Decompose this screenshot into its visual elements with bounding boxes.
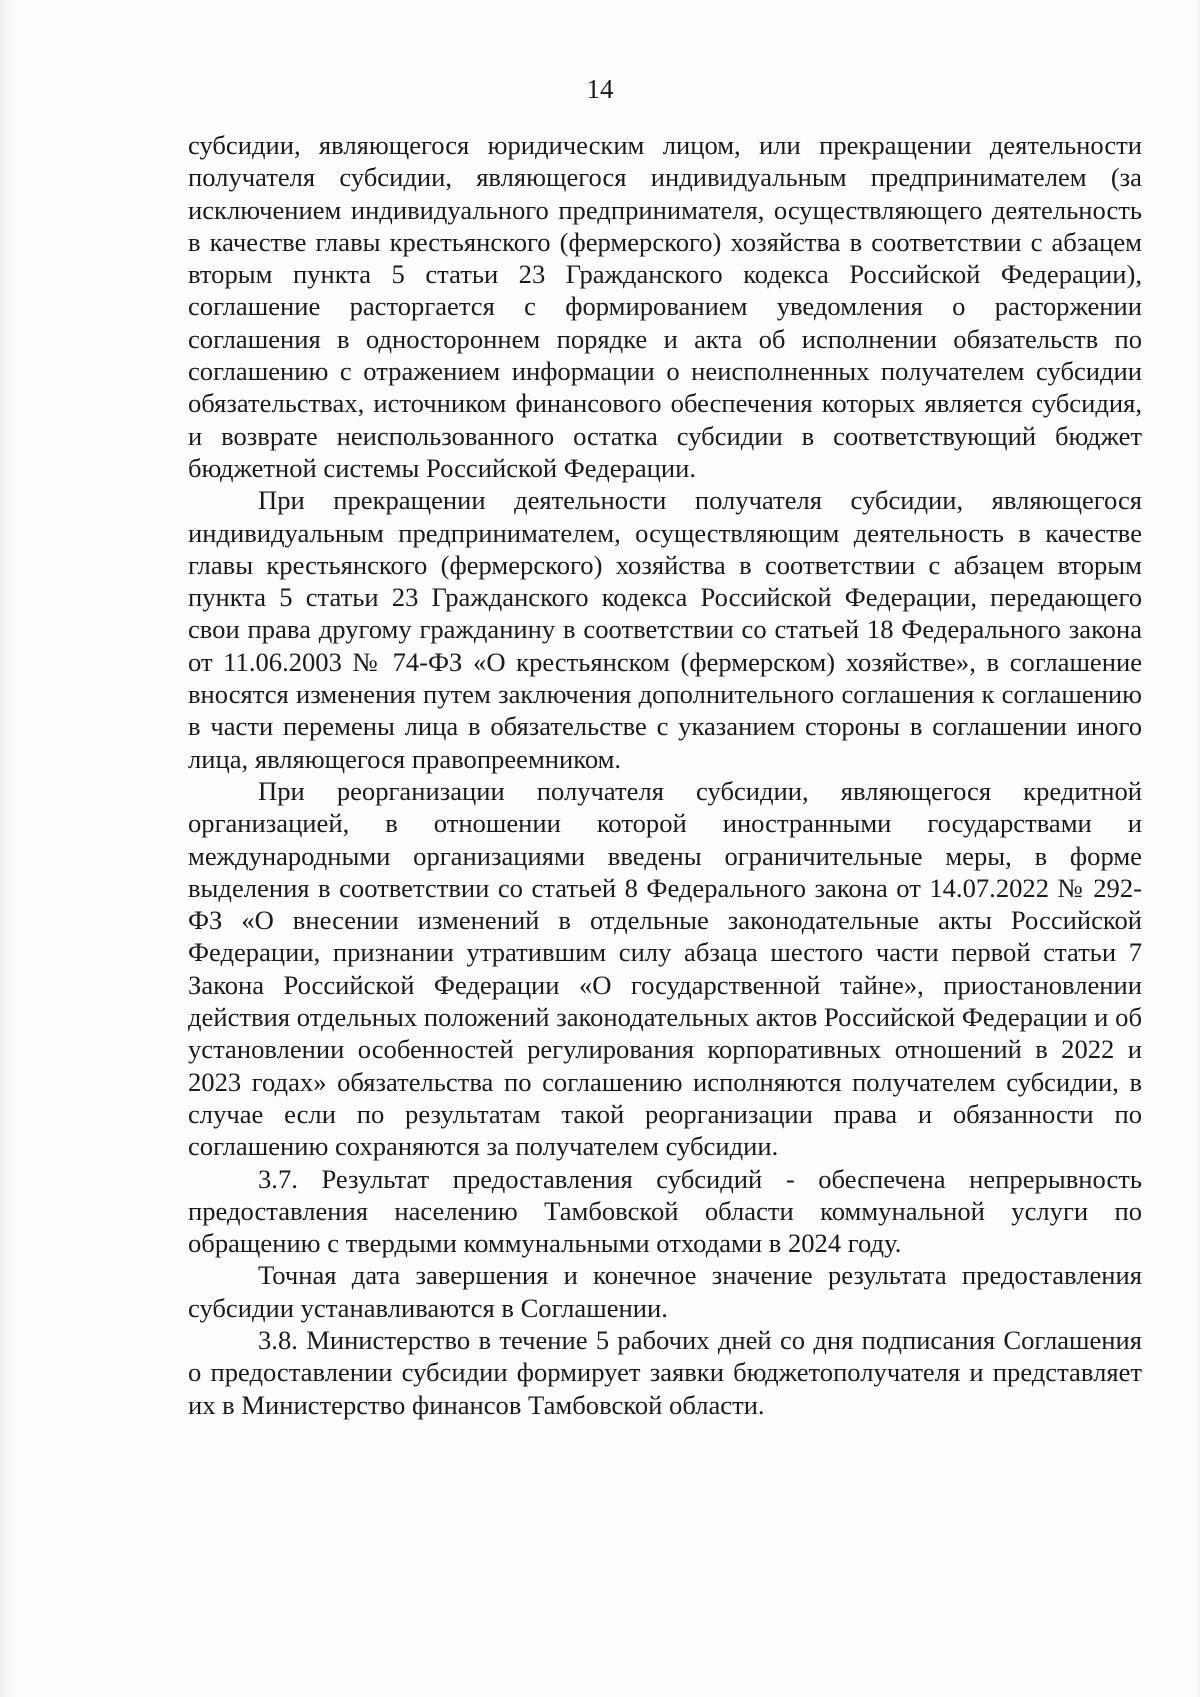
- paragraph-reorganization: При реорганизации получателя субсидии, являющегося кредитной организацией, в отношении которой иностранными государствами и международными организациями введены ограничительные меры, в форме выделения в соответствии со статьей 8 Федерального закона от 14.07.2022 № 292-ФЗ «О внесении изменений в отдельные законодательные акты Российской Федерации, признании утратившим силу абзаца шестого части первой статьи 7 Закона Российской Федерации «О государственной тайне», приостановлении действия отдельных положений законодательных актов Российской Федерации и об установлении особенностей регулирования корпоративных отношений в 2022 и 2023 годах» обязательства по соглашению исполняются получателем субсидии, в случае если по результатам такой реорганизации права и обязанности по соглашению сохраняются за получателем субсидии.: [188, 775, 1142, 1162]
- paragraph-individual-entrepreneur: При прекращении деятельности получателя субсидии, являющегося индивидуальным предпринимателем, осуществляющим деятельность в качестве главы крестьянского (фермерского) хозяйства в соответствии с абзацем вторым пункта 5 статьи 23 Гражданского кодекса Российской Федерации, передающего свои права другому гражданину в соответствии со статьей 18 Федерального закона от 11.06.2003 № 74-ФЗ «О крестьянском (фермерском) хозяйстве», в соглашение вносятся изменения путем заключения дополнительного соглашения к соглашению в части перемены лица в обязательстве с указанием стороны в соглашении иного лица, являющегося правопреемником.: [188, 485, 1142, 774]
- paragraph-continuation: субсидии, являющегося юридическим лицом, или прекращении деятельности получателя субсидии, являющегося индивидуальным предпринимателем (за исключением индивидуального предпринимателя, осуществляющего деятельность в качестве главы крестьянского (фермерского) хозяйства в соответствии с абзацем вторым пункта 5 статьи 23 Гражданского кодекса Российской Федерации), соглашение расторгается с формированием уведомления о расторжении соглашения в одностороннем порядке и акта об исполнении обязательств по соглашению с отражением информации о неисполненных получателем субсидии обязательствах, источником финансового обеспечения которых является субсидия, и возврате неиспользованного остатка субсидии в соответствующий бюджет бюджетной системы Российской Федерации.: [188, 130, 1142, 483]
- page-number: 14: [586, 74, 614, 104]
- scan-shadow-left: [0, 0, 18, 1697]
- document-body: [188, 129, 1142, 1421]
- scan-shadow-right: [1194, 0, 1200, 1697]
- paragraph-3-7-result: 3.7. Результат предоставления субсидий - обеспечена непрерывность предоставления населению Тамбовской области коммунальной услуги по обращению с твердыми коммунальными отходами в 2024 году.: [188, 1163, 1142, 1259]
- paragraph-3-8-ministry: 3.8. Министерство в течение 5 рабочих дней со дня подписания Соглашения о предоставлении субсидии формирует заявки бюджетополучателя и представляет их в Министерство финансов Тамбовской области.: [188, 1324, 1142, 1420]
- paragraph-result-date: Точная дата завершения и конечное значение результата предоставления субсидии устанавливаются в Соглашении.: [188, 1260, 1142, 1323]
